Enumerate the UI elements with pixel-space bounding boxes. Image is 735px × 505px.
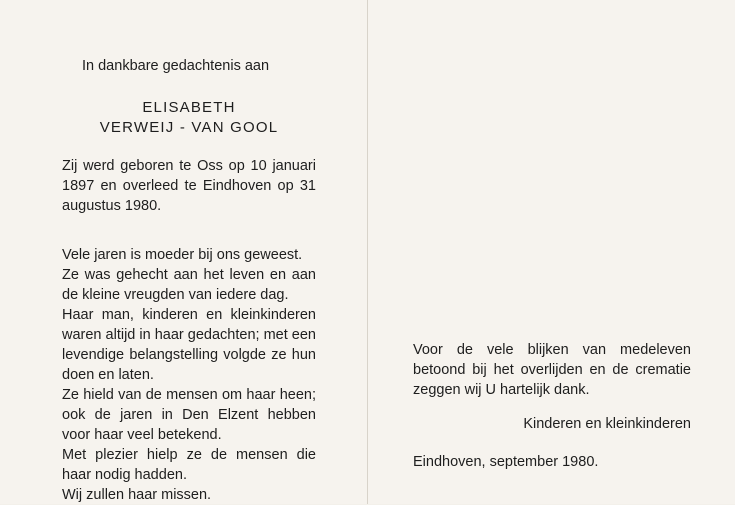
poem-line: Ze hield van de mensen om haar heen; ook de jaren in Den Elzent hebben voor haar veel betekend. — [62, 387, 316, 443]
name-line-1: ELISABETH — [142, 99, 236, 116]
birth-death-text: Zij werd geboren te Oss op 10 januari 1897 en overleed te Eindhoven op 31 augustus 1980. — [62, 158, 316, 214]
card-fold-line — [367, 0, 368, 504]
signature: Kinderen en kleinkinderen — [523, 416, 691, 432]
left-panel — [62, 56, 316, 505]
poem-line: Met plezier hielp ze de mensen die haar nodig hadden. — [62, 447, 316, 483]
deceased-name — [62, 98, 316, 138]
memorial-poem — [62, 245, 316, 505]
name-line-2: VERWEIJ - VAN GOOL — [99, 119, 279, 136]
poem-line: Vele jaren is moeder bij ons geweest. — [62, 247, 303, 263]
poem-line: Haar man, kinderen en kleinkinderen waren altijd in haar gedachten; met een levendige belangstelling volgde ze hun doen en laten. — [62, 307, 316, 383]
poem-line: Ze was gehecht aan het leven en aan de kleine vreugden van iedere dag. — [62, 267, 316, 303]
thanks-text: Voor de vele blijken van medeleven betoond bij het overlijden en de crematie zeggen wij U hartelijk dank. — [413, 342, 691, 398]
right-panel — [413, 340, 691, 472]
place-date: Eindhoven, september 1980. — [413, 454, 599, 470]
poem-line: Wij zullen haar missen. — [62, 487, 212, 503]
intro-text: In dankbare gedachtenis aan — [82, 58, 270, 74]
